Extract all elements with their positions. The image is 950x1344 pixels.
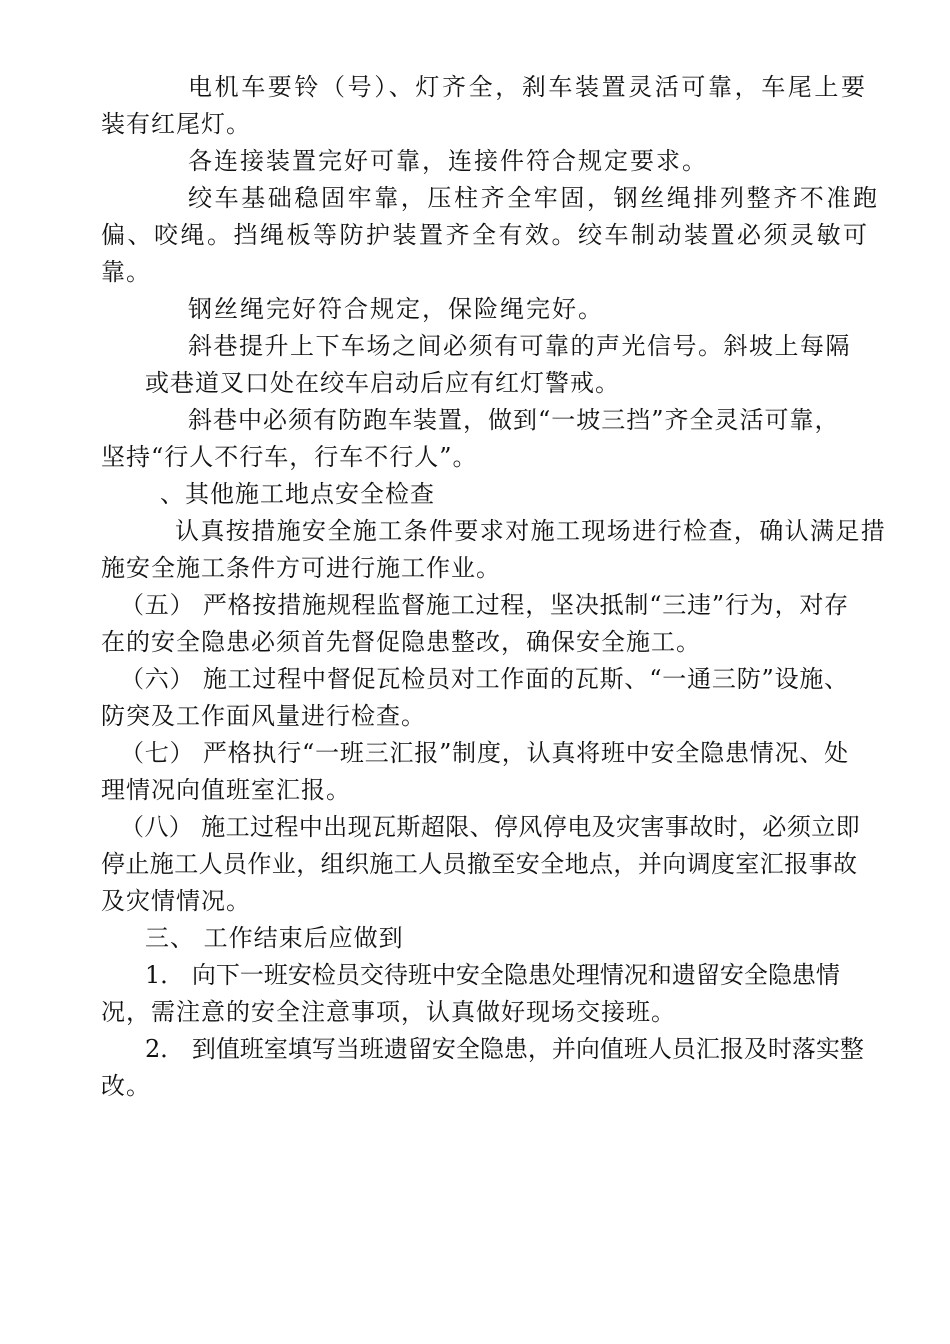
text-line: 绞车基础稳固牢靠，压柱齐全牢固，钢丝绳排列整齐不准跑 bbox=[188, 184, 880, 212]
text-line: 钢丝绳完好符合规定，保险绳完好。 bbox=[188, 295, 604, 323]
text-line: （五） 严格按措施规程监督施工过程，坚决抵制“三违”行为，对存 bbox=[120, 591, 849, 619]
text-line: 改。 bbox=[101, 1072, 151, 1100]
text-line: 偏、咬绳。挡绳板等防护装置齐全有效。绞车制动装置必须灵敏可 bbox=[101, 221, 870, 249]
text-line: 电机车要铃（号）、灯齐全，刹车装置灵活可靠，车尾上要 bbox=[188, 73, 868, 101]
text-line: 况，需注意的安全注意事项，认真做好现场交接班。 bbox=[101, 998, 676, 1026]
text-line: 装有红尾灯。 bbox=[101, 110, 251, 138]
text-line: 防突及工作面风量进行检查。 bbox=[101, 702, 426, 730]
text-line: 斜巷中必须有防跑车装置，做到“一坡三挡”齐全灵活可靠， bbox=[188, 406, 840, 434]
text-line: 靠。 bbox=[101, 258, 151, 286]
text-line: 2． 到值班室填写当班遗留安全隐患，并向值班人员汇报及时落实整 bbox=[145, 1035, 864, 1063]
text-line: 1． 向下一班安检员交待班中安全隐患处理情况和遗留安全隐患情 bbox=[145, 961, 840, 989]
text-line: 施安全施工条件方可进行施工作业。 bbox=[101, 554, 501, 582]
text-line: （八） 施工过程中出现瓦斯超限、停风停电及灾害事故时，必须立即 bbox=[120, 813, 861, 841]
text-line: 坚持“行人不行车，行车不行人”。 bbox=[101, 443, 478, 471]
section-heading: 、其他施工地点安全检查 bbox=[160, 480, 435, 508]
text-line: 或巷道叉口处在绞车启动后应有红灯警戒。 bbox=[145, 369, 620, 397]
text-line: 在的安全隐患必须首先督促隐患整改，确保安全施工。 bbox=[101, 628, 701, 656]
text-line: 及灾情情况。 bbox=[101, 887, 251, 915]
text-line: 认真按措施安全施工条件要求对施工现场进行检查，确认满足措 bbox=[175, 517, 887, 545]
section-heading: 三、 工作结束后应做到 bbox=[145, 924, 404, 952]
text-line: 理情况向值班室汇报。 bbox=[101, 776, 351, 804]
text-line: 各连接装置完好可靠，连接件符合规定要求。 bbox=[188, 147, 708, 175]
text-line: 斜巷提升上下车场之间必须有可靠的声光信号。斜坡上每隔 bbox=[188, 332, 851, 360]
text-line: （七） 严格执行“一班三汇报”制度，认真将班中安全隐患情况、处 bbox=[120, 739, 849, 767]
text-line: （六） 施工过程中督促瓦检员对工作面的瓦斯、“一通三防”设施、 bbox=[120, 665, 849, 693]
text-line: 停止施工人员作业，组织施工人员撤至安全地点，并向调度室汇报事故 bbox=[101, 850, 858, 878]
